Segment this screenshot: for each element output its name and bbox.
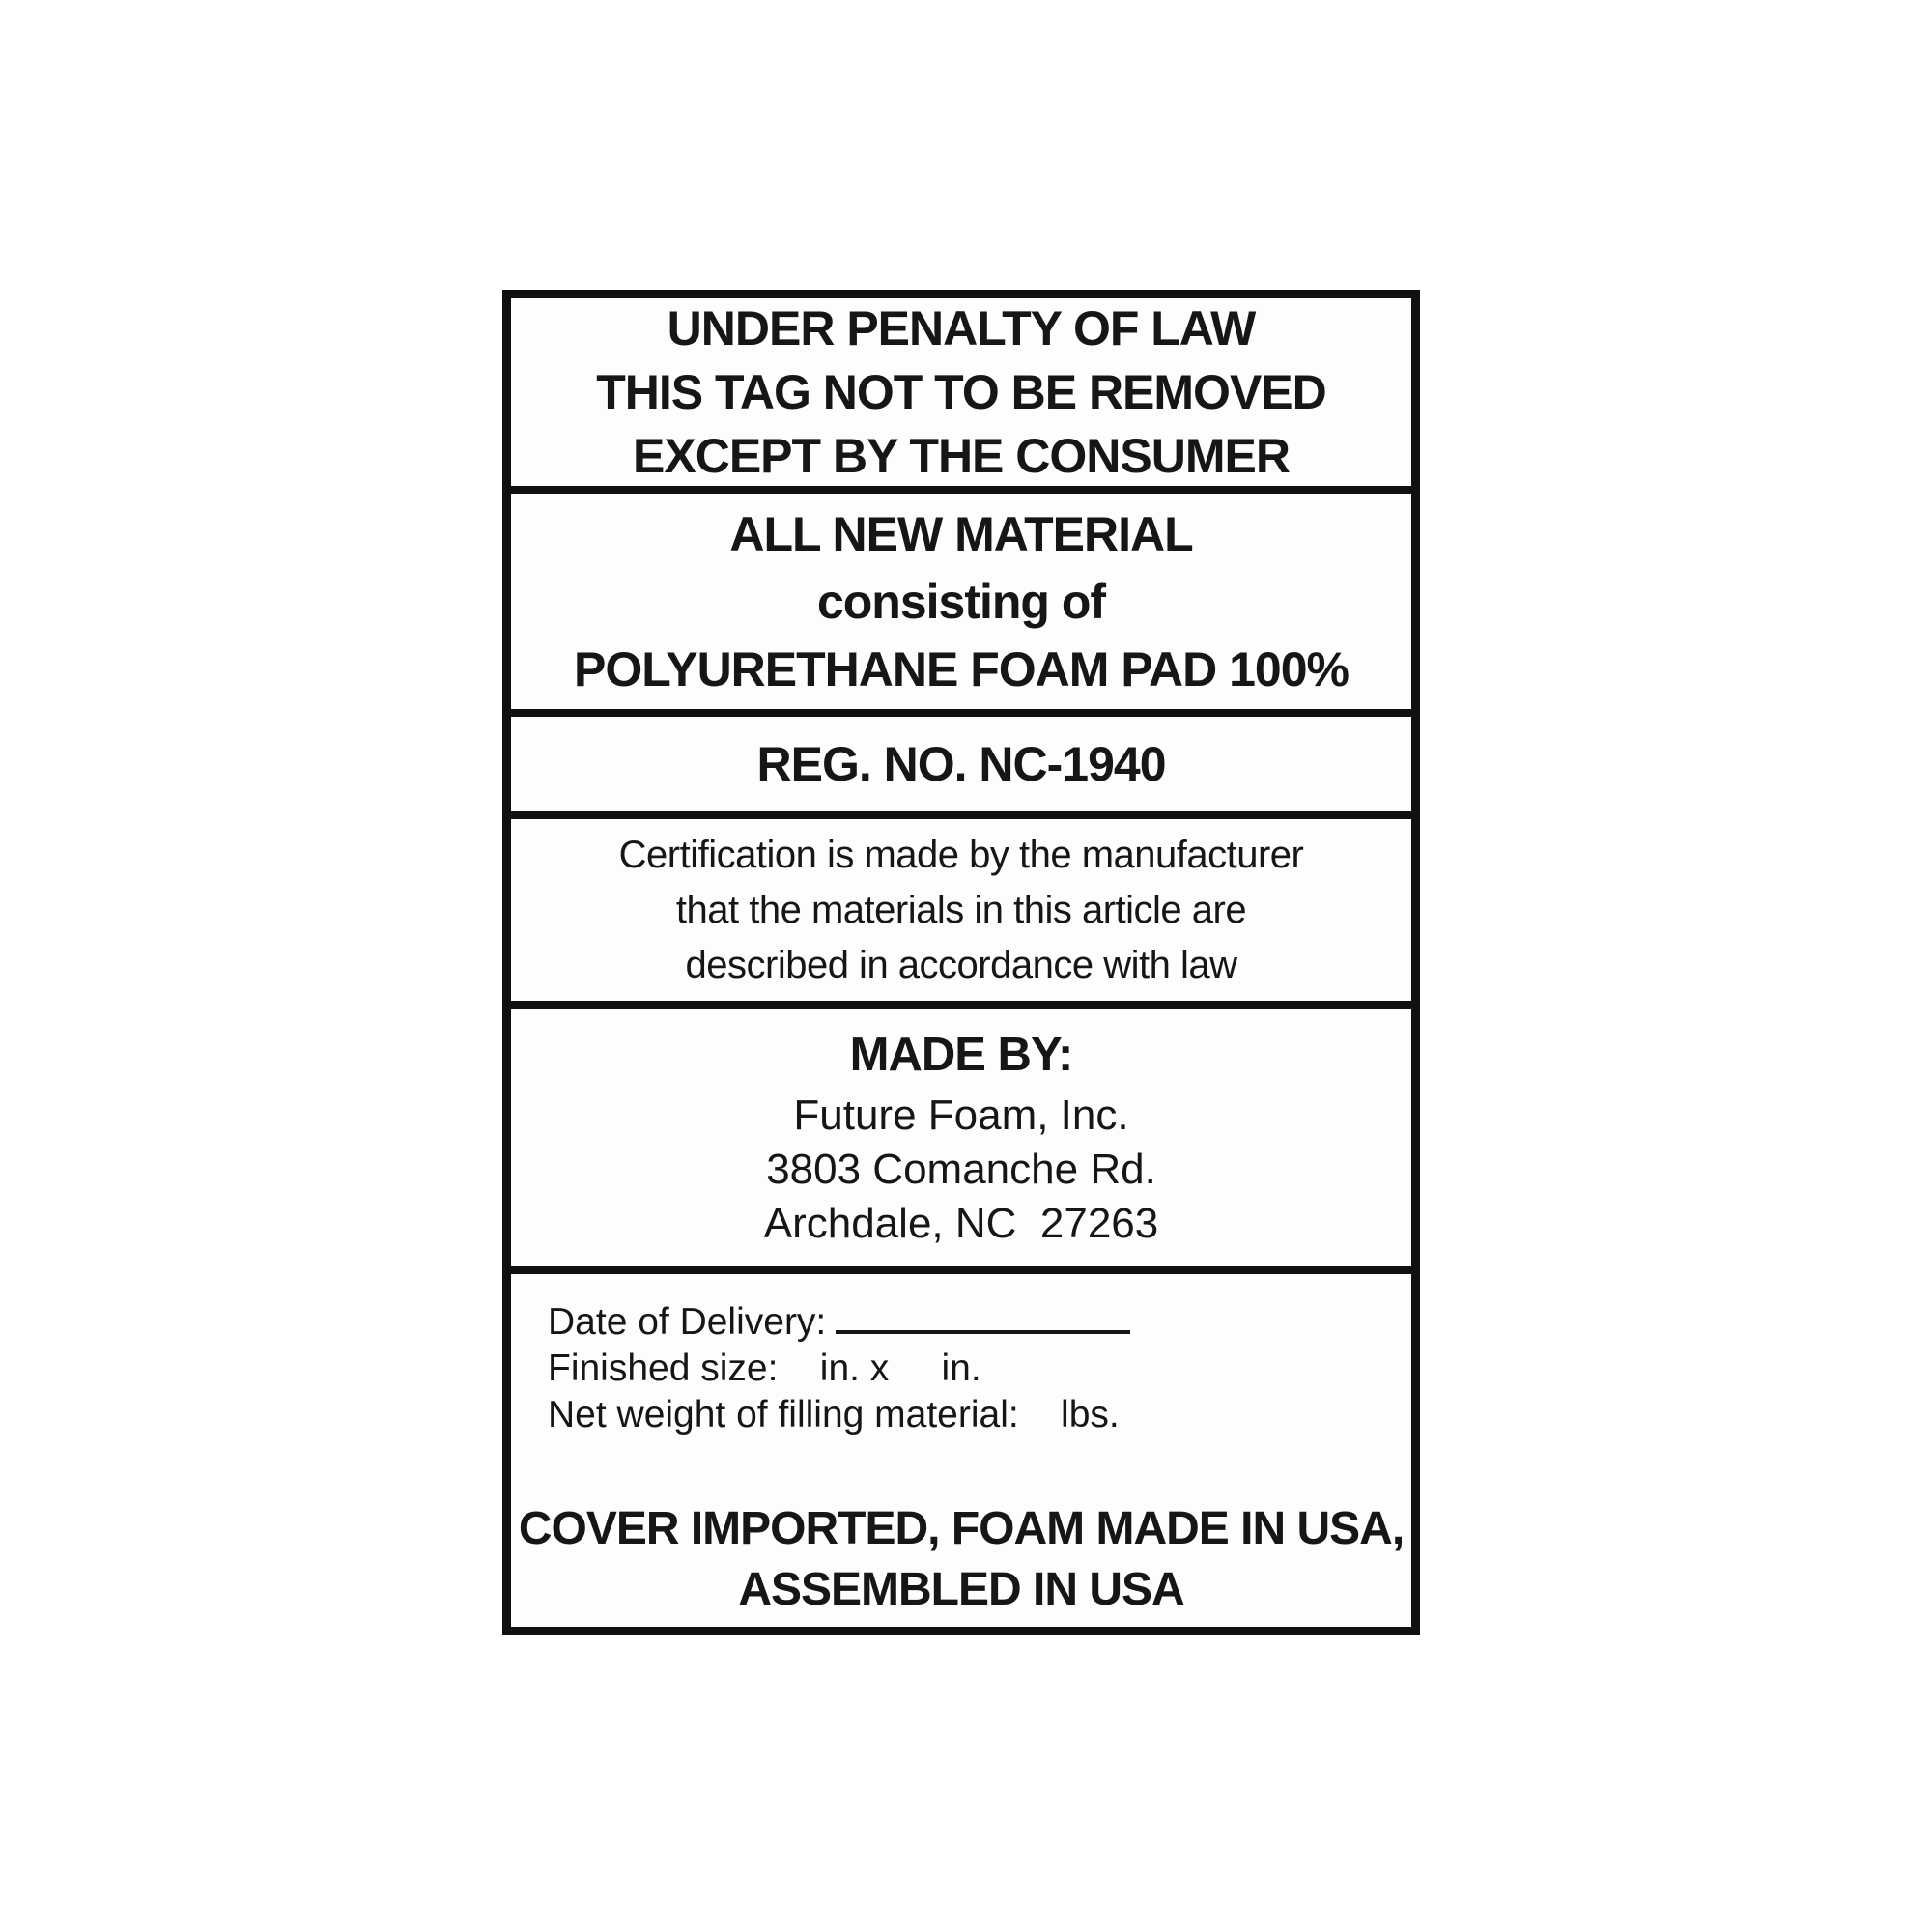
manufacturer-city-state-zip: Archdale, NC 27263 [763,1199,1159,1247]
certification-line-1: Certification is made by the manufacturer [618,833,1304,876]
date-of-delivery-label: Date of Delivery: [548,1301,827,1343]
material-line-3: POLYURETHANE FOAM PAD 100% [574,641,1349,696]
registration-number: REG. NO. NC-1940 [756,737,1166,791]
section-made-by [511,1001,1411,1266]
penalty-line-3: EXCEPT BY THE CONSUMER [633,429,1290,483]
manufacturer-street: 3803 Comanche Rd. [766,1145,1156,1193]
date-of-delivery-field [548,1299,1411,1346]
material-line-1: ALL NEW MATERIAL [729,506,1193,561]
net-weight-field: Net weight of filling material: lbs. [548,1394,1120,1435]
finished-size-field: Finished size: in. x in. [548,1348,981,1389]
section-registration [511,709,1411,811]
origin-line-1: COVER IMPORTED, FOAM MADE IN USA, [518,1503,1405,1554]
section-certification [511,811,1411,1001]
certification-line-3: described in accordance with law [685,943,1237,986]
manufacturer-name: Future Foam, Inc. [793,1091,1129,1139]
certification-line-2: that the materials in this article are [675,888,1247,931]
date-of-delivery-blank [836,1301,1130,1334]
penalty-line-1: UNDER PENALTY OF LAW [667,301,1256,355]
penalty-line-2: THIS TAG NOT TO BE REMOVED [596,365,1326,419]
origin-line-2: ASSEMBLED IN USA [738,1564,1184,1615]
material-line-2: consisting of [816,574,1106,629]
law-label-tag [502,290,1420,1635]
made-by-heading: MADE BY: [849,1028,1073,1081]
section-details [511,1266,1411,1627]
section-penalty-warning [511,298,1411,486]
fill-in-fields [511,1274,1411,1438]
section-material-contents [511,486,1411,709]
origin-statement [511,1498,1411,1620]
